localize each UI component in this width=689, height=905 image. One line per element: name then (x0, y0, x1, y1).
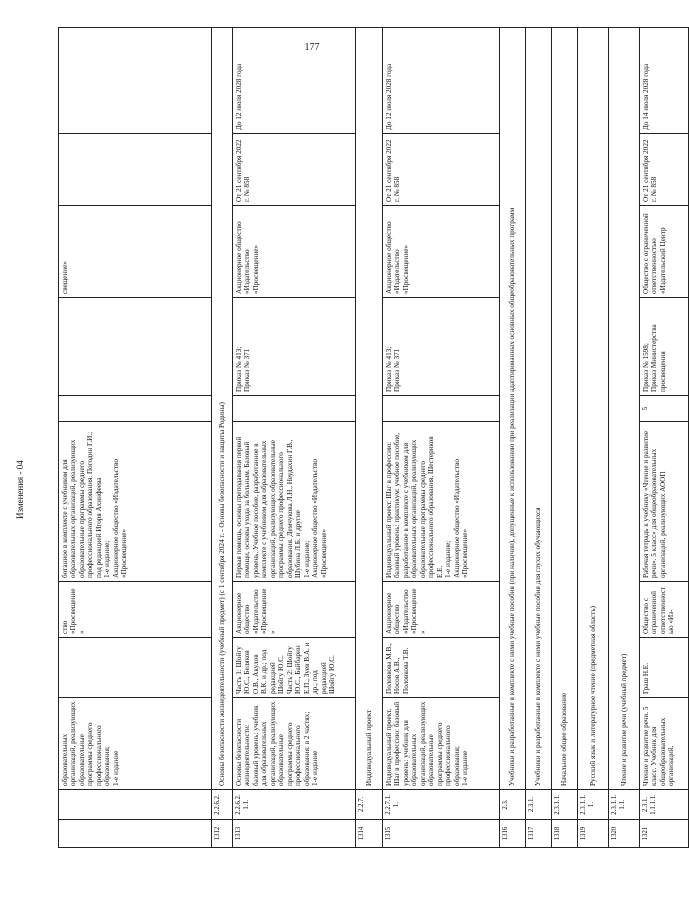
textbook-title: Чтение и развитие речи. 5 класс. Учебник для общеобразовательных организаций, (640, 698, 689, 790)
section-title: Русский язык и литературное чтение (предметная область) (578, 28, 609, 790)
grade (233, 396, 356, 422)
textbook-authors: Половкова М.В., Носов А.В., Половкова Т.В. (383, 638, 500, 698)
row-number: 1314 (356, 820, 383, 848)
row-code: 2.2.7. (356, 790, 383, 820)
row-code: 2.3.1.1. 1. (578, 790, 609, 820)
date-to (59, 28, 212, 134)
date-to: До 14 июля 2028 года (640, 28, 689, 134)
table-row (383, 28, 500, 848)
row-number (59, 820, 212, 848)
textbook-publisher: Акционерное общество «Издательство «Просвещение» (383, 582, 500, 638)
table-row (233, 28, 356, 848)
table-row (552, 28, 578, 848)
row-number: 1313 (233, 820, 356, 848)
manufacturer: свещение» (59, 206, 212, 298)
date-to: До 12 июля 2028 года (383, 28, 500, 134)
row-code: 2.3.1.1. 1.1. (609, 790, 640, 820)
row-number: 1317 (526, 820, 552, 848)
date-from: От 21 сентября 2022 г. № 858 (233, 134, 356, 206)
row-number: 1315 (383, 820, 500, 848)
table-row (526, 28, 552, 848)
row-code: 2.3.1. 1.1.1.1. (640, 790, 689, 820)
rotated-table-wrapper (58, 28, 676, 848)
row-number: 1318 (552, 820, 578, 848)
grade: 5 (640, 396, 689, 422)
companion-description: ботанное в комплекте с учебником для образовательных организаций, реализующих образовательные программы среднего профессионального образования. Погодин Г.И.; под редакцией Игоря Ахинфеева 1-е издание; Акционерное общество «Издательство «Просвещение» (59, 422, 212, 582)
manufacturer: Общество с ограниченной ответственностью «Издательский Центр (640, 206, 689, 298)
textbook-authors: Часть 1: Шойгу Ю.С., Беляков О.В., Акулов В.К. и др.; под редакцией Шойгу Ю.С. Часть 2: Шойгу Ю.С., Байбарин Е.П., Зуев В.А. и др.; под редакцией Шойгу Ю.С. (233, 638, 356, 698)
companion-description: Рабочая тетрадь к учебнику «Чтение и развитие речи». 5 класс» для общеобразовательных организаций, реализующих АООП (640, 422, 689, 582)
row-code: 2.3.1. (526, 790, 552, 820)
order-reference (59, 298, 212, 396)
order-reference: Приказ № 1598; Приказ Министерства просвещения (640, 298, 689, 396)
table-row (212, 28, 233, 848)
order-reference: Приказ № 413; Приказ № 371 (383, 298, 500, 396)
date-from: От 21 сентября 2022 г. № 858 (640, 134, 689, 206)
order-reference: Приказ № 413; Приказ № 371 (233, 298, 356, 396)
section-title: Индивидуальный проект (356, 28, 383, 790)
section-title: Учебники и разработанные в комплекте с ними учебные пособия для глухих обучающихся (526, 28, 552, 790)
date-from: От 21 сентября 2022 г. № 858 (383, 134, 500, 206)
companion-description: Индивидуальный проект. Шаг в профессию: базовый уровень: практикум: учебное пособие, разработанное в комплекте с учебником для образовательных организаций, реализующих образовательные программы среднего профессионального образования. Шестериков Е.Е. 1-е издание; Акционерное общество «Издательство «Просвещение» (383, 422, 500, 582)
textbook-title: Индивидуальный проект. Шаг в профессию: базовый уровень: учебник для образовательных организаций, реализующих образовательные программы среднего профессионального образования; 1-е издание (383, 698, 500, 790)
textbook-publisher: Общество с ограниченной ответственностью «Из- (640, 582, 689, 638)
companion-description: Первая помощь, основы преподавания первой помощи, основы ухода за больным. Базовый уровень. Учебное пособие, разработанное в комплекте с учебником для образовательных организаций, реализующих образовательные программы среднего профессионального образования. Демчукова Л.Н., Неудахин Г.В., Шубина Л.Б. и другие 1-е издание; Акционерное общество «Издательство «Просвещение» (233, 422, 356, 582)
textbook-title: Основы безопасности жизнедеятельности: базовый уровень: учебник для образовательных организаций, реализующих образовательные программы среднего профессионального образования: в 2 частях; 1-е издание (233, 698, 356, 790)
date-to: До 12 июля 2028 года (233, 28, 356, 134)
textbook-title: образовательных организаций, реализующих образовательные программы среднего профессионального образования; 1-е издание (59, 698, 212, 790)
table-row (500, 28, 526, 848)
manufacturer: Акционерное общество «Издательство «Просвещение» (383, 206, 500, 298)
section-title: Начальное общее образование (552, 28, 578, 790)
textbook-authors (59, 638, 212, 698)
table-row (356, 28, 383, 848)
row-code: 2.3.1.1. (552, 790, 578, 820)
textbook-publisher: Акционерное общество «Издательство «Просвещение» (233, 582, 356, 638)
section-title: Учебники и разработанные в комплекте с ними учебные пособия (при наличии), допущенные к использованию при реализации адаптированных основных общеобразовательных программ (500, 28, 526, 790)
row-code: 2.3. (500, 790, 526, 820)
textbook-publisher: ство «Просвещение» (59, 582, 212, 638)
row-number: 1312 (212, 820, 233, 848)
date-from (59, 134, 212, 206)
textbook-authors: Граш Н.Е. (640, 638, 689, 698)
section-title: Чтение и развитие речи (учебный предмет) (609, 28, 640, 790)
manufacturer: Акционерное общество «Издательство «Просвещение» (233, 206, 356, 298)
table-row (640, 28, 689, 848)
table-row (59, 28, 212, 848)
grade (383, 396, 500, 422)
row-number: 1316 (500, 820, 526, 848)
row-code (59, 790, 212, 820)
revision-footer: Изменения - 04 (15, 460, 25, 520)
grade (59, 396, 212, 422)
table-row (609, 28, 640, 848)
table-row (578, 28, 609, 848)
section-title: Основы безопасности жизнедеятельности (учебный предмет) (с 1 сентября 2024 г. - Основы безопасности и защиты Родины) (212, 28, 233, 790)
row-number: 1320 (609, 820, 640, 848)
row-code: 2.2.7.1. 1. (383, 790, 500, 820)
page-number: 177 (304, 42, 320, 53)
textbook-table (58, 27, 689, 848)
row-number: 1321 (640, 820, 689, 848)
row-code: 2.2.6.2. (212, 790, 233, 820)
row-number: 1319 (578, 820, 609, 848)
row-code: 2.2.6.2. 1.1. (233, 790, 356, 820)
